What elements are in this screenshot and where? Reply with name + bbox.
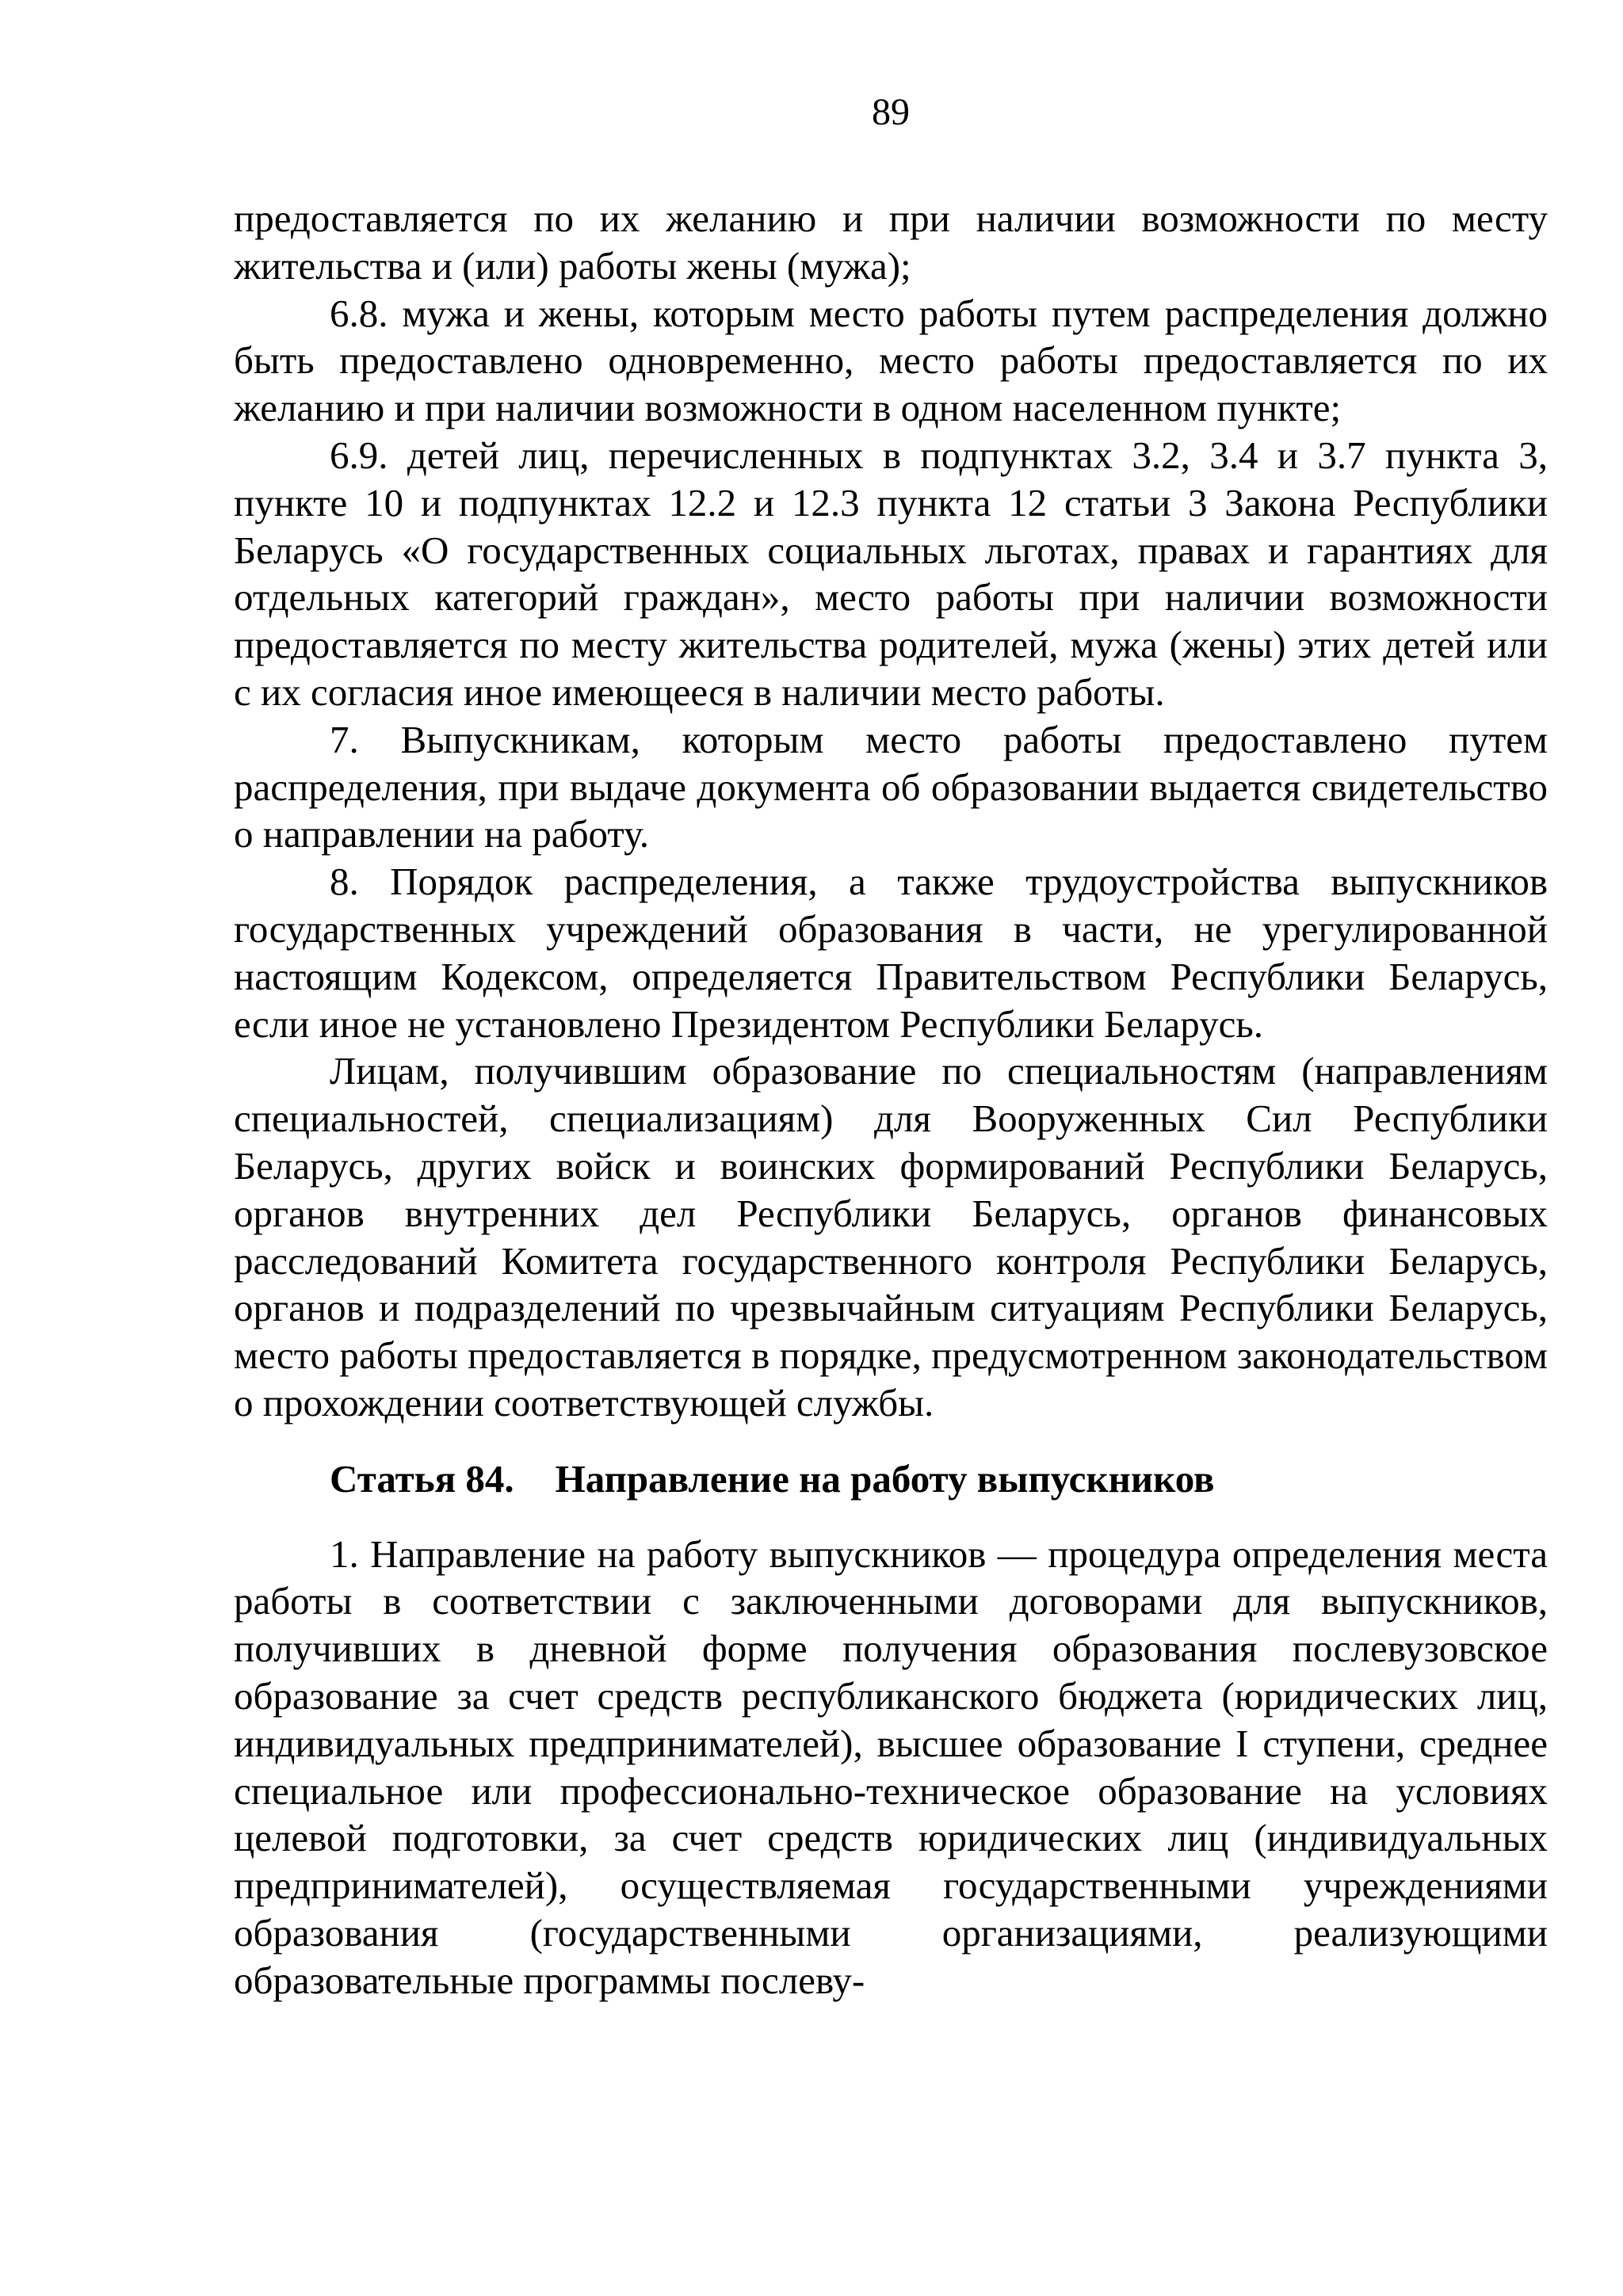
paragraph-continuation: предоставляется по их желанию и при наличии возможности по месту жительства и (или) работы жены (мужа);	[234, 196, 1548, 288]
page-number: 89	[872, 91, 910, 133]
paragraph-8: 8. Порядок распределения, а также трудоустройства выпускников государственных учреждений образования в части, не урегулированной настоящим Кодексом, определяется Правительством Республики Беларусь, если иное не установлено Президентом Республики Беларусь.	[234, 860, 1548, 1046]
article-title: Направление на работу выпускников	[555, 1456, 1215, 1501]
paragraph-8-continued: Лицам, получившим образование по специальностям (направлениям специальностей, специализациям) для Вооруженных Сил Республики Беларусь, других войск и воинских формирований Республики Беларусь, органов внутренних дел Республики Беларусь, органов финансовых расследований Комитета государственного контроля Республики Беларусь, органов и подразделений по чрезвычайным ситуациям Республики Беларусь, место работы предоставляется в порядке, предусмотренном законодательством о прохождении соответствующей службы.	[234, 1049, 1548, 1425]
article-paragraph-1: 1. Направление на работу выпускников — процедура определения места работы в соответствии с заключенными договорами для выпускников, получивших в дневной форме получения образования послевузовское образование за счет средств республиканского бюджета (юридических лиц, индивидуальных предпринимателей), высшее образование I ступени, среднее специальное или профессионально-техническое образование на условиях целевой подготовки, за счет средств юридических лиц (индивидуальных предпринимателей), осуществляемая государственными учреждениями образования (государственными организациями, реализующими образовательные программы послеву-	[234, 1531, 1548, 2002]
paragraph-6-9: 6.9. детей лиц, перечисленных в подпунктах 3.2, 3.4 и 3.7 пункта 3, пункте 10 и подпунктах 12.2 и 12.3 пункта 12 статьи 3 Закона Республики Беларусь «О государственных социальных льготах, правах и гарантиях для отдельных категорий граждан», место работы при наличии возможности предоставляется по месту жительства родителей, мужа (жены) этих детей или с их согласия иное имеющееся в наличии место работы.	[234, 433, 1548, 714]
article-heading	[234, 1455, 1548, 1503]
paragraph-7: 7. Выпускникам, которым место работы предоставлено путем распределения, при выдаче документа об образовании выдается свидетельство о направлении на работу.	[234, 717, 1548, 856]
paragraph-6-8: 6.8. мужа и жены, которым место работы путем распределения должно быть предоставлено одновременно, место работы предоставляется по их желанию и при наличии возможности в одном населенном пункте;	[234, 291, 1548, 430]
page-content	[234, 195, 1548, 2004]
article-label: Статья 84.	[330, 1456, 514, 1501]
